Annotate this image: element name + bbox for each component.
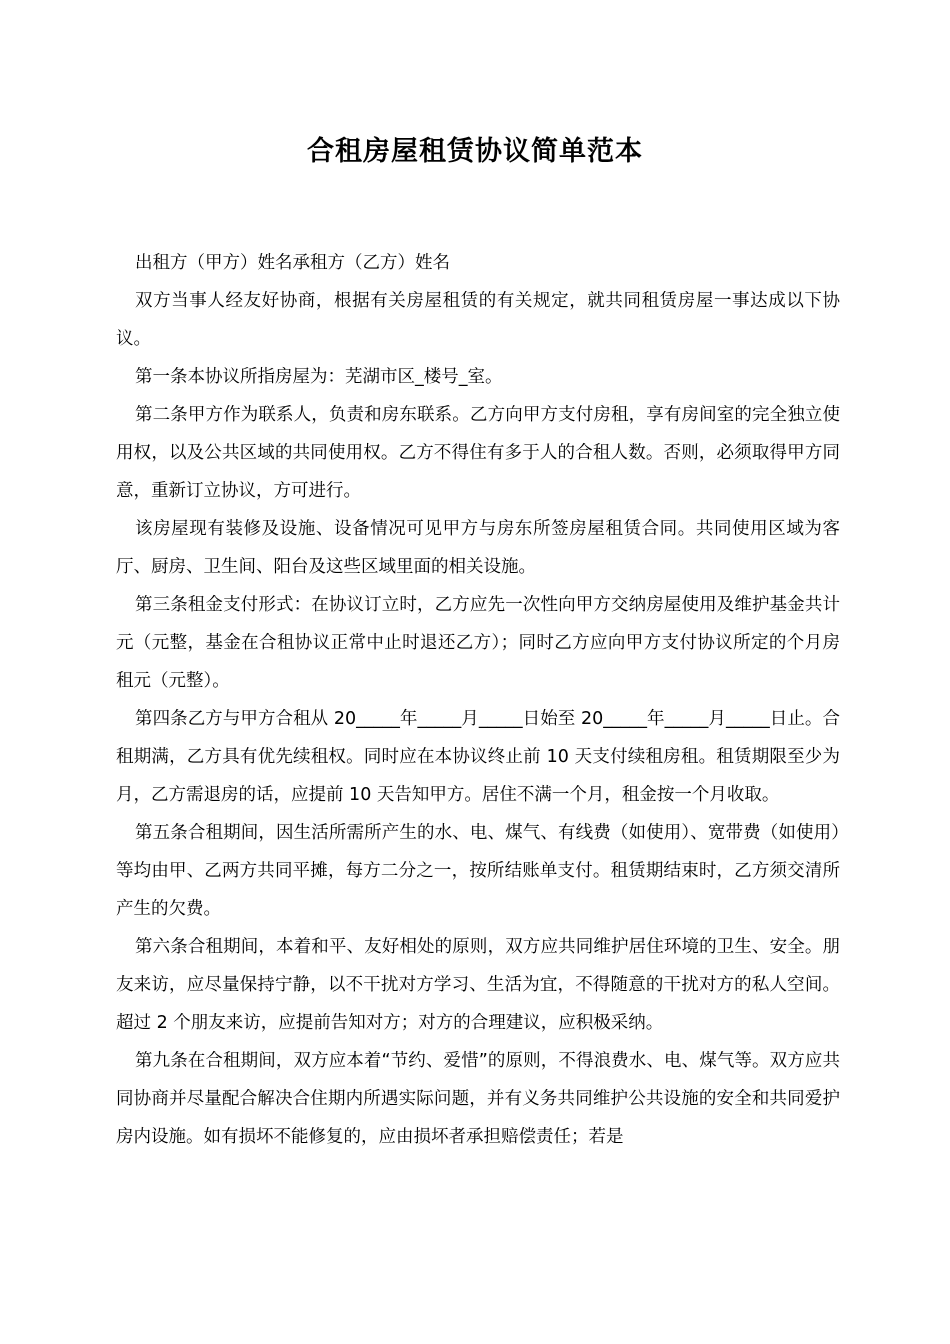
paragraph-preamble: 双方当事人经友好协商，根据有关房屋租赁的有关规定，就共同租赁房屋一事达成以下协议。	[116, 291, 840, 349]
paragraph-article-4: 第四条乙方与甲方合租从 20_____年_____月_____日始至 20_____年_____月_____日止。合租期满，乙方具有优先续租权。同时应在本协议终止前 10 天支付续租房租。租赁期限至少为月，乙方需退房的话，应提前 10 天告知甲方。居住不满一个月，租金按一个月收取。	[116, 709, 840, 805]
paragraph-article-2: 第二条甲方作为联系人，负责和房东联系。乙方向甲方支付房租，享有房间室的完全独立使用权，以及公共区域的共同使用权。乙方不得住有多于人的合租人数。否则，必须取得甲方同意，重新订立协议，方可进行。	[116, 405, 840, 501]
paragraph-facilities: 该房屋现有装修及设施、设备情况可见甲方与房东所签房屋租赁合同。共同使用区域为客厅、厨房、卫生间、阳台及这些区域里面的相关设施。	[116, 519, 840, 577]
paragraph-article-3: 第三条租金支付形式：在协议订立时，乙方应先一次性向甲方交纳房屋使用及维护基金共计元（元整，基金在合租协议正常中止时退还乙方）；同时乙方应向甲方支付协议所定的个月房租元（元整）。	[116, 595, 840, 691]
paragraph-article-6: 第六条合租期间，本着和平、友好相处的原则，双方应共同维护居住环境的卫生、安全。朋友来访，应尽量保持宁静，以不干扰对方学习、生活为宜，不得随意的干扰对方的私人空间。超过 2 个朋友来访，应提前告知对方；对方的合理建议，应积极采纳。	[116, 937, 840, 1033]
paragraph-parties: 出租方（甲方）姓名承租方（乙方）姓名	[135, 253, 450, 273]
document-body	[116, 244, 840, 1156]
paragraph-article-9: 第九条在合租期间，双方应本着“节约、爱惜”的原则，不得浪费水、电、煤气等。双方应共同协商并尽量配合解决合住期内所遇实际问题，并有义务共同维护公共设施的安全和共同爱护房内设施。如有损坏不能修复的，应由损坏者承担赔偿责任；若是	[116, 1051, 840, 1147]
paragraph-article-1: 第一条本协议所指房屋为：芜湖市区_楼号_室。	[135, 367, 503, 387]
paragraph-article-5: 第五条合租期间，因生活所需所产生的水、电、煤气、有线费（如使用）、宽带费（如使用）等均由甲、乙两方共同平摊，每方二分之一，按所结账单支付。租赁期结束时，乙方须交清所产生的欠费。	[116, 823, 840, 919]
document-title: 合租房屋租赁协议简单范本	[307, 136, 643, 167]
